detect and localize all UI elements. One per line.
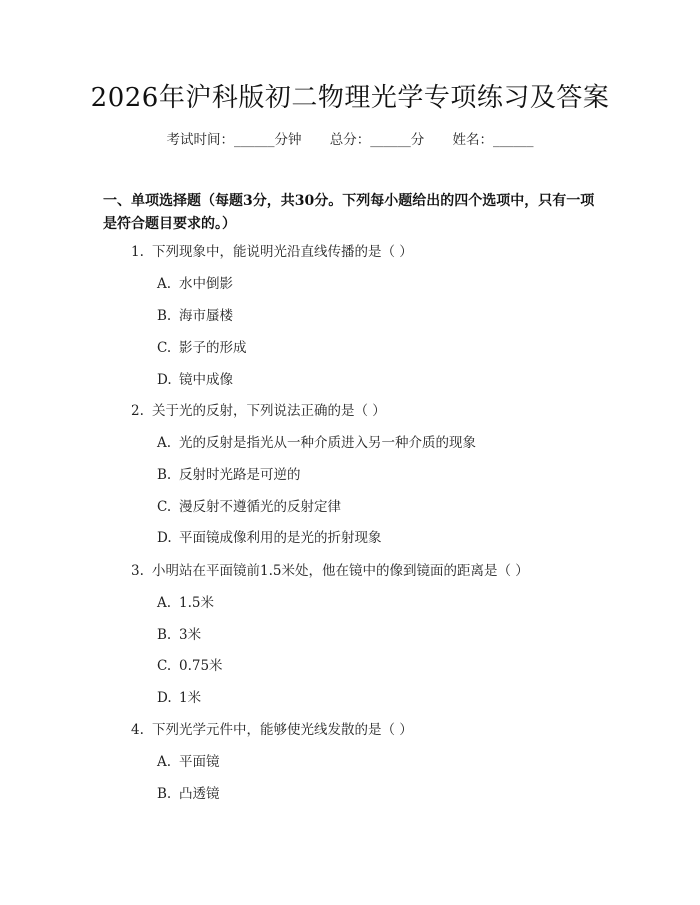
option-letter: D.: [157, 690, 172, 706]
option-text: 影子的形成: [179, 340, 247, 356]
question-2: [131, 401, 601, 421]
option-2c: [157, 497, 597, 517]
option-text: 凸透镜: [179, 786, 220, 802]
option-2d: [157, 528, 597, 548]
option-letter: A.: [157, 276, 172, 292]
option-1c: [157, 338, 597, 358]
option-1d: [157, 370, 597, 390]
option-letter: B.: [157, 627, 172, 643]
option-letter: C.: [157, 340, 172, 356]
option-letter: D.: [157, 372, 172, 388]
question-text: 关于光的反射，下列说法正确的是（ ）: [152, 403, 386, 419]
exam-info-line: [0, 130, 700, 150]
option-text: 海市蜃楼: [179, 308, 233, 324]
student-name-field: 姓名：______: [452, 132, 534, 148]
option-letter: A.: [157, 754, 172, 770]
option-letter: B.: [157, 308, 172, 324]
option-letter: D.: [157, 530, 172, 546]
section-header: 一、单项选择题（每题3分，共30分。下列每小题给出的四个选项中，只有一项是符合题目要求的。）: [103, 193, 595, 232]
option-4a: [157, 752, 597, 772]
option-text: 平面镜: [179, 754, 220, 770]
option-2b: [157, 465, 597, 485]
option-text: 反射时光路是可逆的: [179, 467, 301, 483]
exam-score-field: 总分：______分: [329, 132, 425, 148]
option-1a: [157, 274, 597, 294]
option-text: 漫反射不遵循光的反射定律: [179, 499, 341, 515]
option-3a: [157, 593, 597, 613]
question-text: 下列光学元件中，能够使光线发散的是（ ）: [152, 722, 413, 738]
option-letter: C.: [157, 658, 172, 674]
question-1: [131, 242, 601, 262]
option-text: 平面镜成像利用的是光的折射现象: [179, 530, 382, 546]
option-letter: C.: [157, 499, 172, 515]
option-2a: [157, 433, 597, 453]
question-number: 4.: [131, 722, 144, 738]
option-letter: A.: [157, 435, 172, 451]
question-number: 2.: [131, 403, 144, 419]
option-text: 1.5米: [179, 595, 214, 611]
option-3b: [157, 625, 597, 645]
document-title: 2026年沪科版初二物理光学专项练习及答案: [90, 83, 610, 113]
question-number: 1.: [131, 244, 144, 260]
question-text: 小明站在平面镜前1.5米处，他在镜中的像到镜面的距离是（ ）: [152, 563, 529, 579]
option-3d: [157, 688, 597, 708]
exam-time-field: 考试时间：______分钟: [166, 132, 302, 148]
option-letter: A.: [157, 595, 172, 611]
option-text: 镜中成像: [179, 372, 233, 388]
option-text: 1米: [179, 690, 202, 706]
option-text: 0.75米: [179, 658, 223, 674]
option-text: 水中倒影: [179, 276, 233, 292]
question-text: 下列现象中，能说明光沿直线传播的是（ ）: [152, 244, 413, 260]
question-4: [131, 720, 601, 740]
option-letter: B.: [157, 467, 172, 483]
question-number: 3.: [131, 563, 144, 579]
question-3: [131, 561, 601, 581]
option-1b: [157, 306, 597, 326]
option-4b: [157, 784, 597, 804]
option-letter: B.: [157, 786, 172, 802]
option-3c: [157, 656, 597, 676]
option-text: 3米: [179, 627, 202, 643]
option-text: 光的反射是指光从一种介质进入另一种介质的现象: [179, 435, 476, 451]
